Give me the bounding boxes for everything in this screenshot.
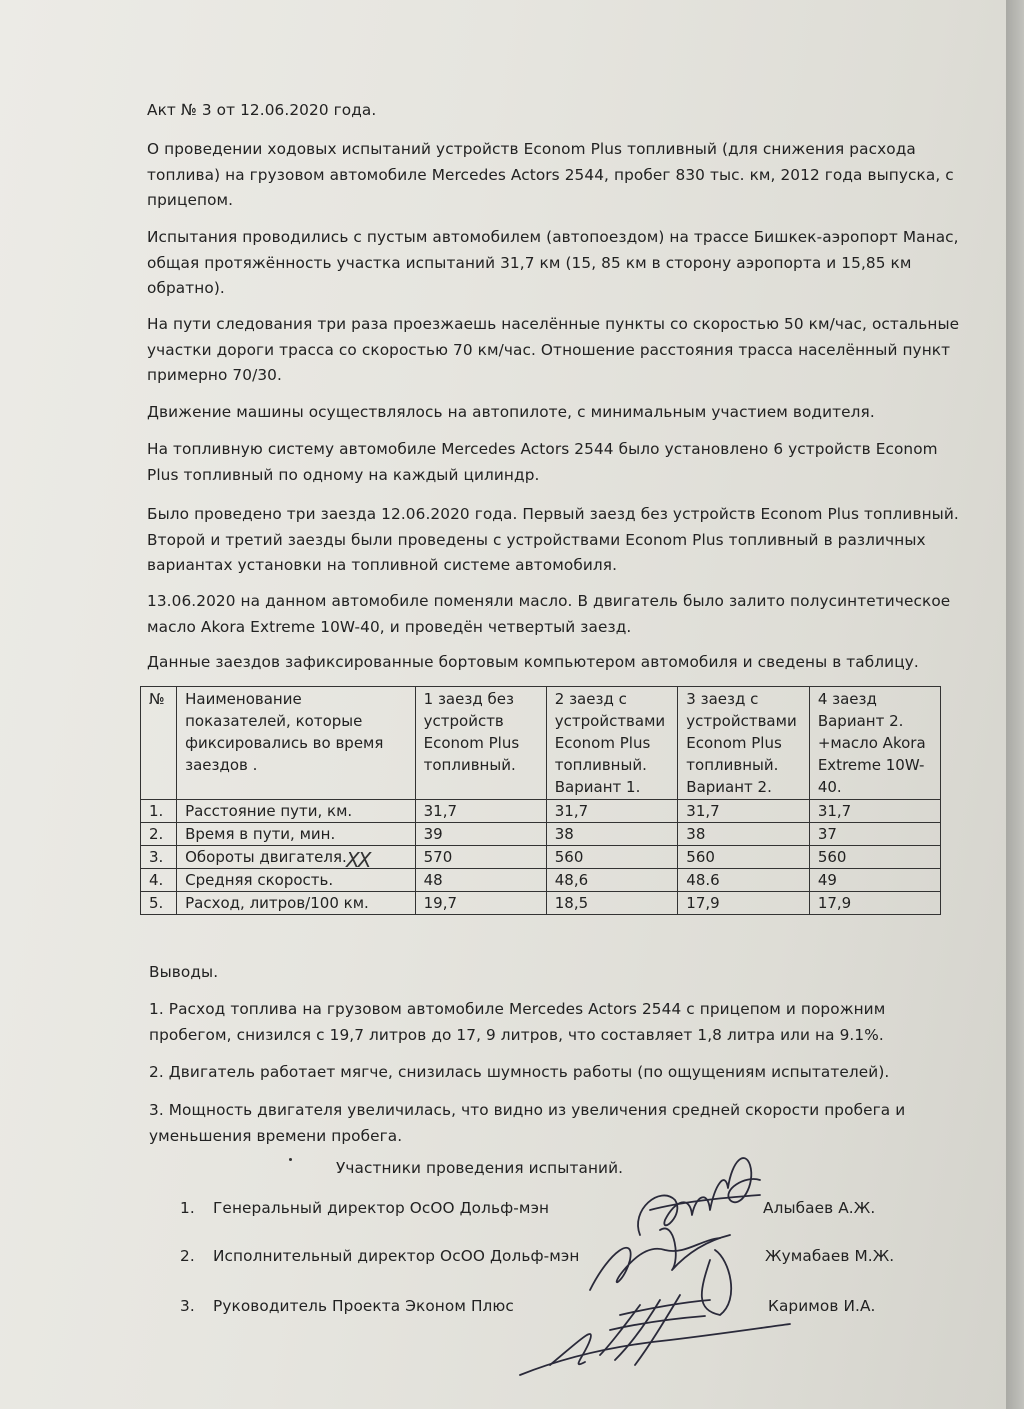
- table-cell: 560: [678, 846, 810, 869]
- paragraph-line: Второй и третий заезды были проведены с устройствами Econom Plus топливный в различных: [147, 530, 926, 549]
- table-cell: 38: [678, 823, 810, 846]
- table-cell: 48,6: [546, 869, 678, 892]
- paragraph-line: прицепом.: [147, 191, 234, 209]
- paragraph-line: На топливную систему автомобиле Mercedes Actors 2544 было установлено 6 устройств Econom: [147, 440, 938, 458]
- participant-name: Жумабаев М.Ж.: [765, 1247, 895, 1265]
- paragraph-line: обратно).: [147, 279, 225, 297]
- table-cell: 560: [809, 846, 940, 869]
- table-cell: 39: [415, 823, 546, 846]
- conclusion-line: пробегом, снизился с 19,7 литров до 17, 9 литров, что составляет 1,8 литра или на 9.1%.: [149, 1025, 884, 1044]
- participant-role: Исполнительный директор ОсОО Дольф-мэн: [213, 1247, 580, 1265]
- paragraph-line: общая протяжённость участка испытаний 31,7 км (15, 85 км в сторону аэропорта и 15,85 км: [147, 253, 912, 272]
- table-cell: 37: [809, 823, 940, 846]
- participant-role: Руководитель Проекта Эконом Плюс: [213, 1297, 514, 1315]
- participants-title: Участники проведения испытаний.: [336, 1159, 624, 1177]
- table-cell: 570: [415, 846, 546, 869]
- paragraph-line: Данные заездов зафиксированные бортовым компьютером автомобиля и сведены в таблицу.: [147, 653, 919, 671]
- paragraph-line: топлива) на грузовом автомобиле Mercedes Actors 2544, пробег 830 тыс. км, 2012 года выпуска, с: [147, 165, 954, 184]
- paragraph-line: О проведении ходовых испытаний устройств Econom Plus топливный (для снижения расхода: [147, 140, 916, 158]
- header-cell-line: 2 заезд с: [554, 690, 627, 708]
- header-cell-line: фиксировались во время: [185, 734, 384, 752]
- header-cell-line: Наименование: [185, 690, 302, 708]
- paragraph-line: 13.06.2020 на данном автомобиле поменяли масло. В двигатель было залито полусинтетическое: [147, 592, 951, 610]
- header-cell: [141, 687, 177, 800]
- table-cell: 5.: [141, 892, 177, 915]
- table-cell: 48.6: [678, 869, 810, 892]
- conclusion-line: уменьшения времени пробега.: [149, 1126, 403, 1145]
- header-cell-line: Вариант 2.: [686, 778, 772, 796]
- table-cell: 1.: [141, 800, 177, 823]
- signature-scribble: [460, 1140, 820, 1390]
- act-title: Акт № 3 от 12.06.2020 года.: [147, 101, 377, 119]
- participant-name: Алыбаев А.Ж.: [763, 1199, 876, 1217]
- header-cell-line: устройствами: [686, 712, 797, 730]
- table-cell: Обороты двигателя.: [177, 846, 416, 869]
- table-cell: 17,9: [809, 892, 940, 915]
- paragraph-line: участки дороги трасса со скоростью 70 км/час. Отношение расстояния трасса населённый пункт: [147, 340, 951, 359]
- conclusion-line: 1. Расход топлива на грузовом автомобиле Mercedes Actors 2544 с прицепом и порожним: [149, 1000, 886, 1018]
- table-row: [141, 800, 941, 823]
- table-row: [141, 823, 941, 846]
- paragraph-line: Было проведено три заезда 12.06.2020 года. Первый заезд без устройств Econom Plus топливный.: [147, 505, 959, 523]
- header-cell-line: заездов .: [185, 756, 258, 774]
- header-cell-line: Вариант 2.: [817, 712, 904, 730]
- table-cell: Расход, литров/100 км.: [177, 892, 416, 915]
- header-cell-line: показателей, которые: [185, 712, 363, 730]
- header-cell-line: 3 заезд с: [686, 690, 759, 708]
- header-cell-line: +масло Akora: [817, 734, 926, 752]
- header-cell-line: 4 заезд: [817, 690, 877, 708]
- table-cell: 48: [415, 869, 546, 892]
- table-cell: 31,7: [415, 800, 546, 823]
- table-cell: 3.: [141, 846, 177, 869]
- table-row: [141, 846, 941, 869]
- paragraph-line: Испытания проводились с пустым автомобилем (автопоездом) на трассе Бишкек-аэропорт Манас,: [147, 228, 959, 246]
- conclusion-line: 3. Мощность двигателя увеличилась, что видно из увеличения средней скорости пробега и: [149, 1101, 906, 1119]
- table-cell: 38: [546, 823, 678, 846]
- header-cell: [546, 687, 678, 800]
- header-cell: [415, 687, 546, 800]
- paragraph-line: На пути следования три раза проезжаешь населённые пункты со скоростью 50 км/час, остальные: [147, 315, 960, 333]
- header-cell-line: Вариант 1.: [554, 778, 641, 796]
- table-cell: 19,7: [415, 892, 546, 915]
- header-cell-line: 1 заезд без: [423, 690, 514, 708]
- header-cell-line: топливный.: [423, 756, 516, 774]
- header-cell-line: №: [149, 690, 165, 708]
- participant-name: Каримов И.А.: [768, 1297, 876, 1315]
- header-cell: [678, 687, 810, 800]
- header-cell-line: устройствами: [554, 712, 666, 730]
- header-cell-line: Extreme 10W-: [817, 756, 925, 774]
- table-cell: 17,9: [678, 892, 810, 915]
- header-cell-line: Econom Plus: [554, 734, 651, 752]
- paragraph-line: примерно 70/30.: [147, 366, 282, 384]
- paragraph-line: Plus топливный по одному на каждый цилиндр.: [147, 465, 540, 484]
- header-cell: [809, 687, 940, 800]
- header-cell: [177, 687, 416, 800]
- participant-number: 2.: [180, 1247, 195, 1265]
- table-cell: 560: [546, 846, 678, 869]
- table-cell: Средняя скорость.: [177, 869, 416, 892]
- conclusion-line: 2. Двигатель работает мягче, снизилась шумность работы (по ощущениям испытателей).: [149, 1063, 890, 1081]
- paragraph-line: вариантах установки на топливной системе автомобиля.: [147, 556, 618, 574]
- table-cell: 2.: [141, 823, 177, 846]
- table-cell: 18,5: [546, 892, 678, 915]
- table-cell: 31,7: [546, 800, 678, 823]
- table-cell: Время в пути, мин.: [177, 823, 416, 846]
- participant-number: 3.: [180, 1297, 195, 1315]
- participant-role: Генеральный директор ОсОО Дольф-мэн: [213, 1199, 550, 1217]
- table-row: [141, 869, 941, 892]
- paragraph-line: масло Akora Extreme 10W-40, и проведён четвертый заезд.: [147, 617, 632, 636]
- conclusions-title: Выводы.: [149, 963, 219, 981]
- table-row: [141, 892, 941, 915]
- background-edge: [1006, 0, 1024, 1409]
- header-cell-line: устройств: [423, 712, 504, 730]
- header-cell-line: 40.: [817, 778, 842, 796]
- header-cell-line: топливный.: [554, 756, 647, 774]
- participant-number: 1.: [180, 1199, 195, 1217]
- ink-dot: [289, 1158, 292, 1161]
- header-cell-line: топливный.: [686, 756, 779, 774]
- header-cell-line: Econom Plus: [423, 734, 520, 752]
- table-cell: Расстояние пути, км.: [177, 800, 416, 823]
- header-cell-line: Econom Plus: [686, 734, 782, 752]
- paragraph-line: Движение машины осуществлялось на автопилоте, с минимальным участием водителя.: [147, 403, 875, 421]
- handwritten-mark: XX: [346, 848, 370, 872]
- table-cell: 4.: [141, 869, 177, 892]
- table-cell: 49: [809, 869, 940, 892]
- table-cell: 31,7: [678, 800, 810, 823]
- table-header-row: [141, 687, 941, 800]
- table-cell: 31,7: [809, 800, 940, 823]
- trip-data-table: [140, 686, 941, 915]
